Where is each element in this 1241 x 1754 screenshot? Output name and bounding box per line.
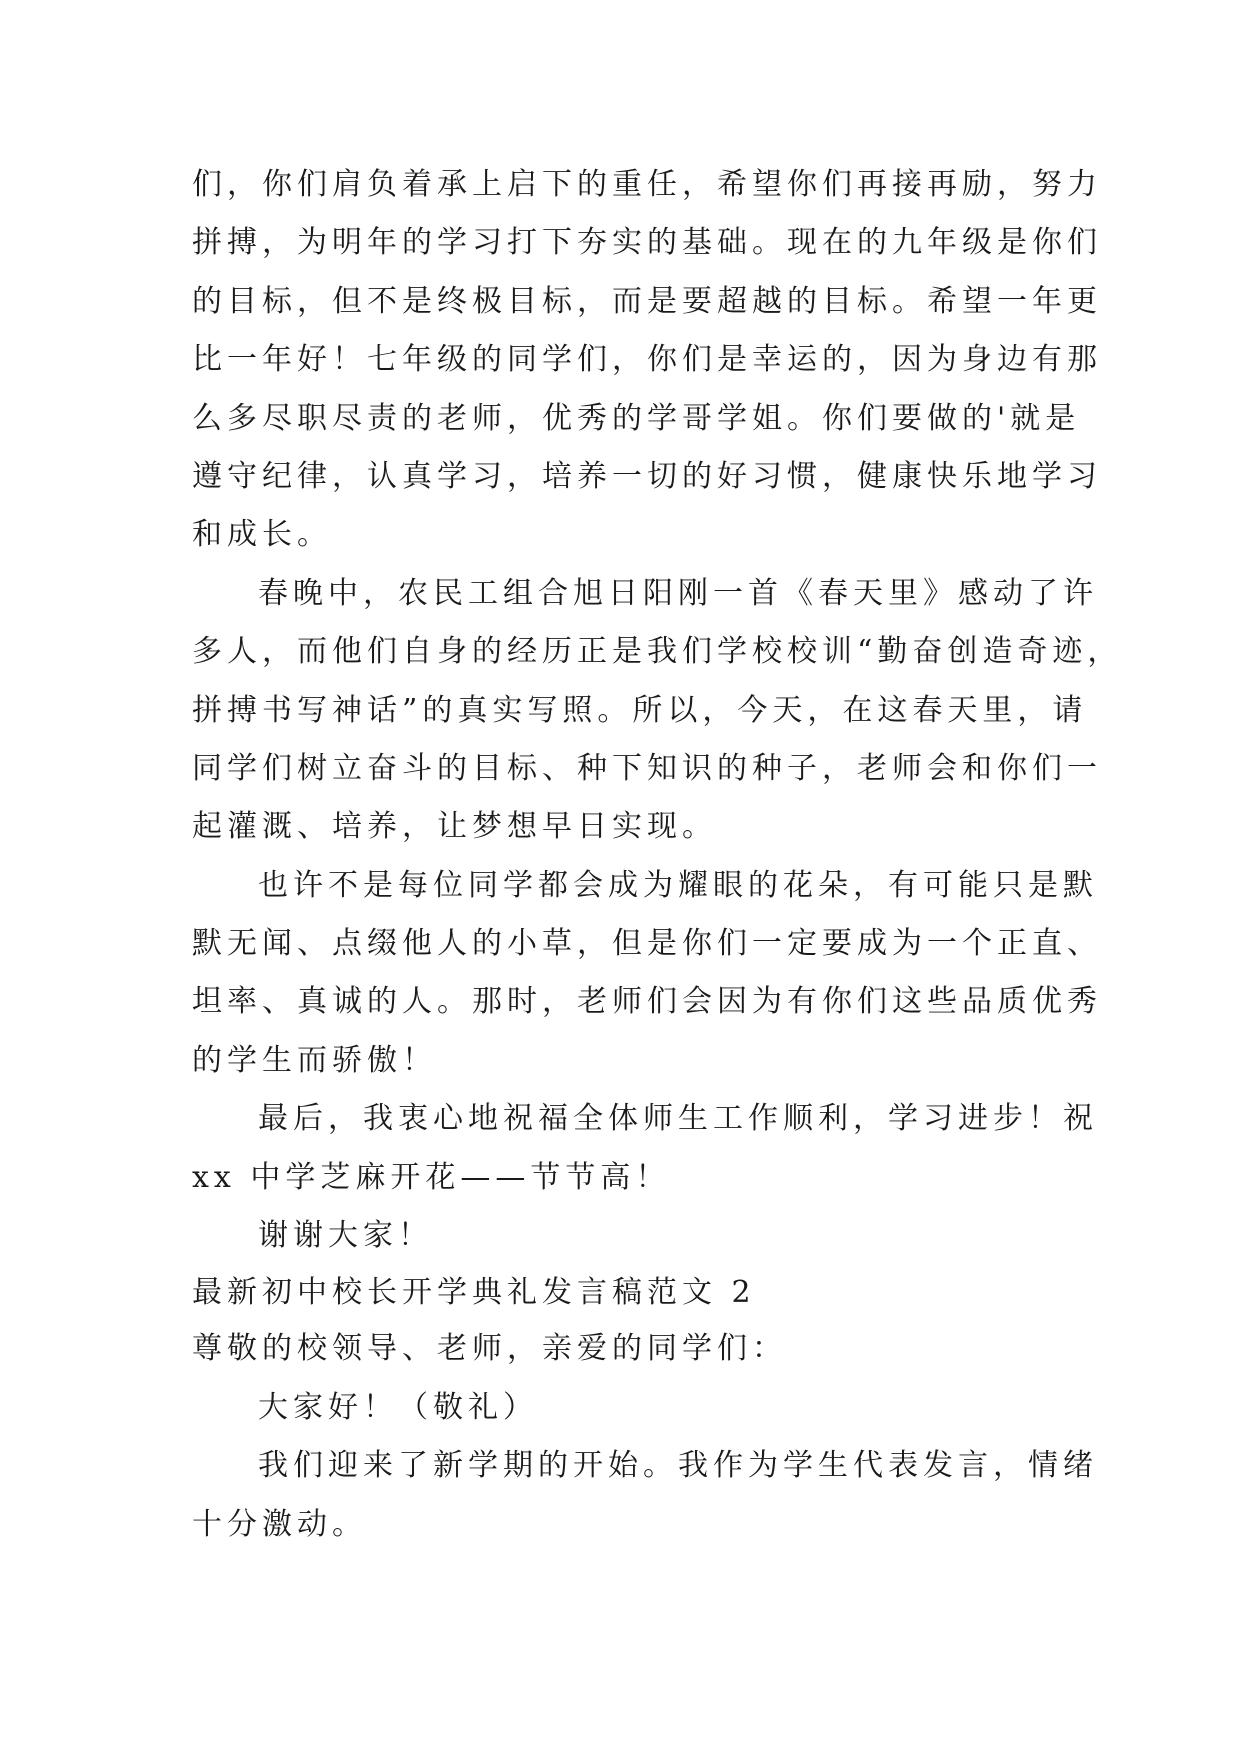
paragraph-start-line: 春晚中，农民工组合旭日阳刚一首《春天里》感动了许 [258, 575, 1098, 611]
text-line: 同学们树立奋斗的目标、种下知识的种子，老师会和你们一 [192, 750, 1102, 786]
text-line: 默无闻、点缀他人的小草，但是你们一定要成为一个正直、 [192, 926, 1102, 962]
text-line: 拼搏，为明年的学习打下夯实的基础。现在的九年级是你们 [192, 225, 1102, 261]
paragraph-start-line: 我们迎来了新学期的开始。我作为学生代表发言，情绪 [258, 1448, 1098, 1484]
document-body [192, 156, 1123, 1554]
greeting-line: 大家好！（敬礼） [258, 1389, 538, 1425]
text-line: 么多尽职尽责的老师，优秀的学哥学姐。你们要做的'就是 [192, 400, 1081, 436]
text-line: 坦率、真诚的人。那时，老师们会因为有你们这些品质优秀 [192, 984, 1102, 1020]
text-line: 和成长。 [192, 517, 332, 553]
section-title: 最新初中校长开学典礼发言稿范文 2 [192, 1275, 756, 1311]
text-line: 的目标，但不是终极目标，而是要超越的目标。希望一年更 [192, 283, 1102, 319]
salutation: 尊敬的校领导、老师，亲爱的同学们： [192, 1331, 787, 1367]
text-line: 多人，而他们自身的经历正是我们学校校训“勤奋创造奇迹， [192, 634, 1123, 670]
text-line: 的学生而骄傲！ [192, 1042, 437, 1078]
text-line: 十分激动。 [192, 1506, 367, 1542]
text-line: 起灌溉、培养，让梦想早日实现。 [192, 809, 717, 845]
text-line: xx 中学芝麻开花——节节高！ [192, 1159, 671, 1195]
text-line: 遵守纪律，认真学习，培养一切的好习惯，健康快乐地学习 [192, 458, 1102, 494]
paragraph-start-line: 也许不是每位同学都会成为耀眼的花朵，有可能只是默 [258, 867, 1098, 903]
thanks-line: 谢谢大家！ [258, 1218, 433, 1254]
text-line: 们，你们肩负着承上启下的重任，希望你们再接再励，努力 [192, 167, 1102, 202]
text-line: 比一年好！七年级的同学们，你们是幸运的，因为身边有那 [192, 342, 1102, 378]
text-line: 拼搏书写神话”的真实写照。所以，今天，在这春天里，请 [192, 692, 1088, 728]
paragraph-start-line: 最后，我衷心地祝福全体师生工作顺利，学习进步！祝 [258, 1101, 1098, 1137]
